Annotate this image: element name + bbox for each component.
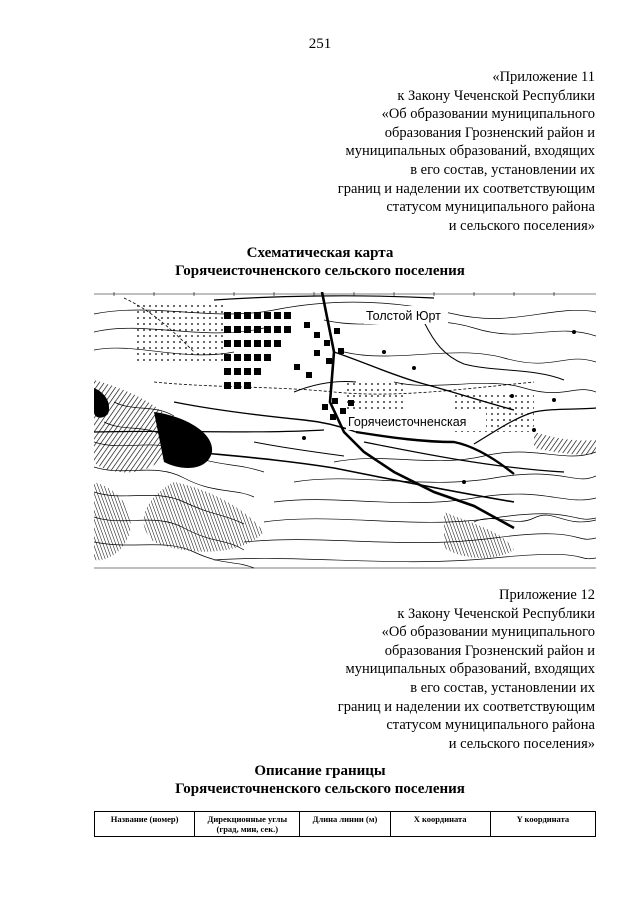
- description-title-line-1: Описание границы: [254, 763, 386, 779]
- column-header-x-coordinate: Х координата: [390, 812, 490, 837]
- appendix-12-line: статусом муниципального района: [386, 717, 595, 734]
- description-title-line-2: Горячеисточненского сельского поселения: [175, 781, 465, 797]
- schematic-map: [94, 292, 596, 570]
- map-label-goryacheistochnenskaya: Горячеисточненская: [348, 415, 467, 429]
- column-header-directional-angles: Дирекционные углы (град, мин, сек.): [195, 812, 300, 837]
- appendix-12-line: «Об образовании муниципального: [381, 624, 595, 641]
- appendix-11-line: «Приложение 11: [492, 69, 595, 85]
- appendix-12-header: [338, 586, 595, 753]
- boundary-coordinates-table: [94, 811, 596, 837]
- appendix-12-line: к Закону Чеченской Республики: [397, 605, 595, 622]
- appendix-12-line: в его состав, установлении их: [410, 679, 595, 696]
- appendix-11-line: и сельского поселения»: [448, 217, 595, 234]
- appendix-12-line: границ и наделении их соответствующим: [337, 698, 595, 715]
- appendix-11-line: статусом муниципального района: [386, 199, 595, 216]
- appendix-12-line: и сельского поселения»: [448, 735, 595, 752]
- appendix-12-line: образования Грозненский район и: [384, 642, 595, 659]
- appendix-11-header: [338, 68, 595, 235]
- page-number: 251: [308, 36, 332, 52]
- appendix-11-line: «Об образовании муниципального: [381, 106, 595, 123]
- map-title: [0, 244, 640, 280]
- appendix-11-line: образования Грозненский район и: [384, 124, 595, 141]
- column-header-name: Название (номер): [95, 812, 195, 837]
- settlement-tolstoy-yurt: [224, 312, 344, 389]
- map-title-line-1: Схематическая карта: [246, 245, 394, 261]
- column-header-y-coordinate: Y координата: [490, 812, 595, 837]
- map-title-line-2: Горячеисточненского сельского поселения: [175, 263, 465, 279]
- description-title: [0, 762, 640, 798]
- table-header-row: [95, 812, 596, 837]
- appendix-11-line: муниципальных образований, входящих: [345, 143, 595, 160]
- appendix-11-line: границ и наделении их соответствующим: [337, 180, 595, 197]
- appendix-12-line: Приложение 12: [499, 587, 595, 603]
- appendix-11-line: в его состав, установлении их: [410, 161, 595, 178]
- appendix-12-line: муниципальных образований, входящих: [345, 661, 595, 678]
- column-header-line-length: Длина линии (м): [300, 812, 390, 837]
- map-label-tolstoy-yurt: Толстой Юрт: [366, 309, 441, 323]
- appendix-11-line: к Закону Чеченской Республики: [397, 87, 595, 104]
